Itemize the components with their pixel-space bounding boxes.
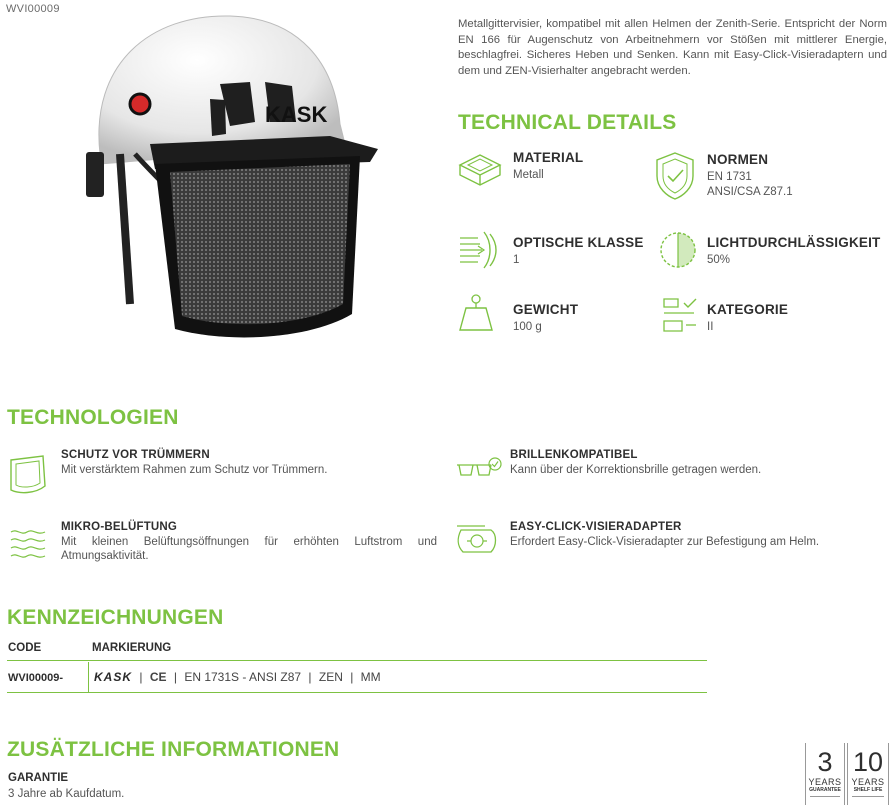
norm-line-2: ANSI/CSA Z87.1 xyxy=(707,186,793,198)
weight-icon xyxy=(456,292,496,334)
product-description: Metallgittervisier, kompatibel mit allen Helmen der Zenith-Serie. Entspricht der Norm EN 166 für Augenschutz von Arbeitnehmern vor Stößen mit mittlerer Energie, beschlagfrei. Sicheres Heben und Senken. Kann mit Easy-Click-Visieradaptern und dem und ZEN-Visierhalter angebracht werden. xyxy=(458,18,887,77)
markings-row-code: WVI00009- xyxy=(8,672,64,684)
easy-click-icon xyxy=(455,522,501,556)
ce-mark: CE xyxy=(149,670,167,684)
product-code: WVI00009 xyxy=(6,3,60,15)
tech-glasses xyxy=(510,449,880,477)
separator: | xyxy=(308,670,312,684)
detail-label: LICHTDURCHLÄSSIGKEIT xyxy=(707,235,881,250)
kask-logo-text: KASK xyxy=(94,670,133,684)
shelf-life-badge xyxy=(847,743,889,805)
tech-label: EASY-CLICK-VISIERADAPTER xyxy=(510,521,682,533)
helmet-visor-image xyxy=(60,4,390,344)
tech-value: Kann über der Korrektionsbrille getragen werden. xyxy=(510,464,762,476)
detail-normen xyxy=(707,152,793,200)
material-icon xyxy=(456,151,504,189)
tech-easy-click xyxy=(510,521,880,549)
markings-title: KENNZEICHNUNGEN xyxy=(7,606,224,629)
debris-protection-icon xyxy=(5,452,49,498)
ventilation-icon xyxy=(5,520,51,564)
detail-optical-class xyxy=(513,235,644,268)
detail-value: 1 xyxy=(513,254,520,266)
detail-value: Metall xyxy=(513,169,544,181)
technologies-title: TECHNOLOGIEN xyxy=(7,406,179,429)
category-icon xyxy=(660,295,700,335)
tech-value: Mit verstärktem Rahmen zum Schutz vor Trümmern. xyxy=(61,464,328,476)
detail-value: 100 g xyxy=(513,321,542,333)
detail-value xyxy=(707,170,793,200)
marking-mm: MM xyxy=(360,670,381,684)
badge-line2: SHELF LIFE xyxy=(853,787,883,793)
optical-class-icon xyxy=(456,228,502,272)
separator: | xyxy=(350,670,354,684)
badge-number: 3 xyxy=(817,747,833,777)
tech-value: Erfordert Easy-Click-Visieradapter zur Befestigung am Helm. xyxy=(510,536,820,548)
norm-line-1: EN 1731 xyxy=(707,171,752,183)
tech-ventilation xyxy=(61,521,437,563)
badge-line1: YEARS xyxy=(851,777,885,787)
badge-number: 10 xyxy=(852,747,884,777)
detail-weight xyxy=(513,302,578,335)
separator: | xyxy=(139,670,143,684)
badge-line2: GUARANTEE xyxy=(809,787,841,793)
markings-col-divider xyxy=(88,662,89,692)
markings-row-marking xyxy=(94,670,381,684)
badge-line1: YEARS xyxy=(808,777,842,787)
detail-label: OPTISCHE KLASSE xyxy=(513,235,644,250)
marking-norm: EN 1731S - ANSI Z87 xyxy=(184,670,302,684)
warranty-value: 3 Jahre ab Kaufdatum. xyxy=(8,788,125,800)
technical-details-title: TECHNICAL DETAILS xyxy=(458,111,677,134)
light-transmission-icon xyxy=(656,228,700,272)
glasses-check-icon xyxy=(455,455,503,481)
tech-label: SCHUTZ VOR TRÜMMERN xyxy=(61,449,210,461)
guarantee-badge xyxy=(805,743,845,805)
additional-info-title: ZUSÄTZLICHE INFORMATIONEN xyxy=(7,738,340,761)
marking-zen: ZEN xyxy=(318,670,343,684)
detail-value: 50% xyxy=(707,254,731,266)
detail-label: GEWICHT xyxy=(513,302,579,317)
detail-light-transmission xyxy=(707,235,881,268)
detail-label: NORMEN xyxy=(707,152,769,167)
tech-value: Mit kleinen Belüftungsöffnungen für erhöhten Luftstrom und Atmungsaktivität. xyxy=(61,536,437,562)
markings-col-marking: MARKIERUNG xyxy=(92,642,172,654)
detail-label: KATEGORIE xyxy=(707,302,789,317)
shield-check-icon xyxy=(653,150,697,202)
tech-label: MIKRO-BELÜFTUNG xyxy=(61,521,178,533)
helmet-brand-text: KASK xyxy=(265,102,328,127)
tech-label: BRILLENKOMPATIBEL xyxy=(510,449,638,461)
markings-bottom-divider xyxy=(7,692,707,693)
detail-label: MATERIAL xyxy=(513,150,584,165)
tech-debris xyxy=(61,449,441,477)
warranty-label: GARANTIE xyxy=(8,772,69,784)
separator: | xyxy=(173,670,177,684)
detail-category xyxy=(707,302,788,335)
detail-material xyxy=(513,150,583,183)
markings-header-divider xyxy=(7,660,707,661)
markings-col-code: CODE xyxy=(8,642,42,654)
detail-value: II xyxy=(707,321,714,333)
